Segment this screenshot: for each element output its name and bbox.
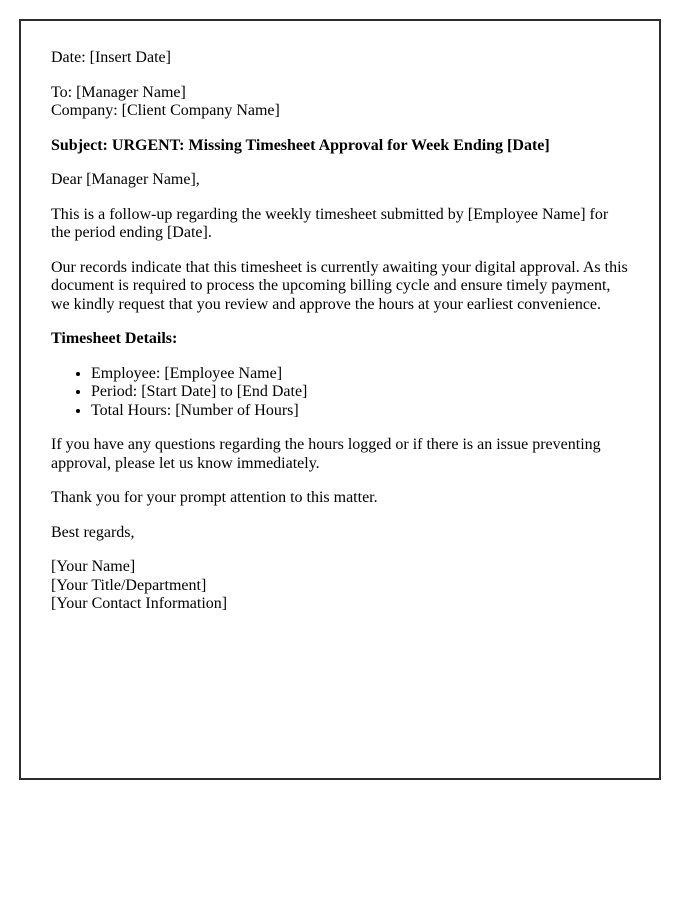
signature-name: [Your Name] xyxy=(51,558,136,575)
salutation: Dear [Manager Name], xyxy=(51,171,200,188)
detail-item-employee: • Employee: [Employee Name] xyxy=(91,365,629,384)
followup-paragraph: This is a follow-up regarding the weekly timesheet submitted by [Employee Name] for the period ending [Date]. xyxy=(51,205,609,241)
timesheet-details-list xyxy=(51,365,629,421)
date-line: Date: [Insert Date] xyxy=(51,49,171,66)
closing-line: Best regards, xyxy=(51,523,135,541)
company-line: Company: [Client Company Name] xyxy=(51,102,280,119)
detail-item-period: • Period: [Start Date] to [End Date] xyxy=(91,383,629,402)
subject-line: Subject: URGENT: Missing Timesheet Approval for Week Ending [Date] xyxy=(51,136,550,154)
to-line: To: [Manager Name] xyxy=(51,83,186,101)
records-paragraph: Our records indicate that this timesheet is currently awaiting your digital approval. As this document is required to process the upcoming billing cycle and ensure timely payment, we kindly request that you review and approve the hours at your earliest convenience. xyxy=(51,258,628,313)
thanks-paragraph: Thank you for your prompt attention to this matter. xyxy=(51,489,378,506)
letter-document xyxy=(19,19,661,780)
signature-title: [Your Title/Department] xyxy=(51,576,207,594)
timesheet-details-heading: Timesheet Details: xyxy=(51,330,178,347)
signature-contact: [Your Contact Information] xyxy=(51,595,228,612)
detail-item-total-hours: • Total Hours: [Number of Hours] xyxy=(91,402,629,421)
recipient-block xyxy=(51,84,629,121)
signature-block xyxy=(51,558,629,614)
questions-paragraph: If you have any questions regarding the hours logged or if there is an issue preventing approval, please let us know immediately. xyxy=(51,436,601,472)
